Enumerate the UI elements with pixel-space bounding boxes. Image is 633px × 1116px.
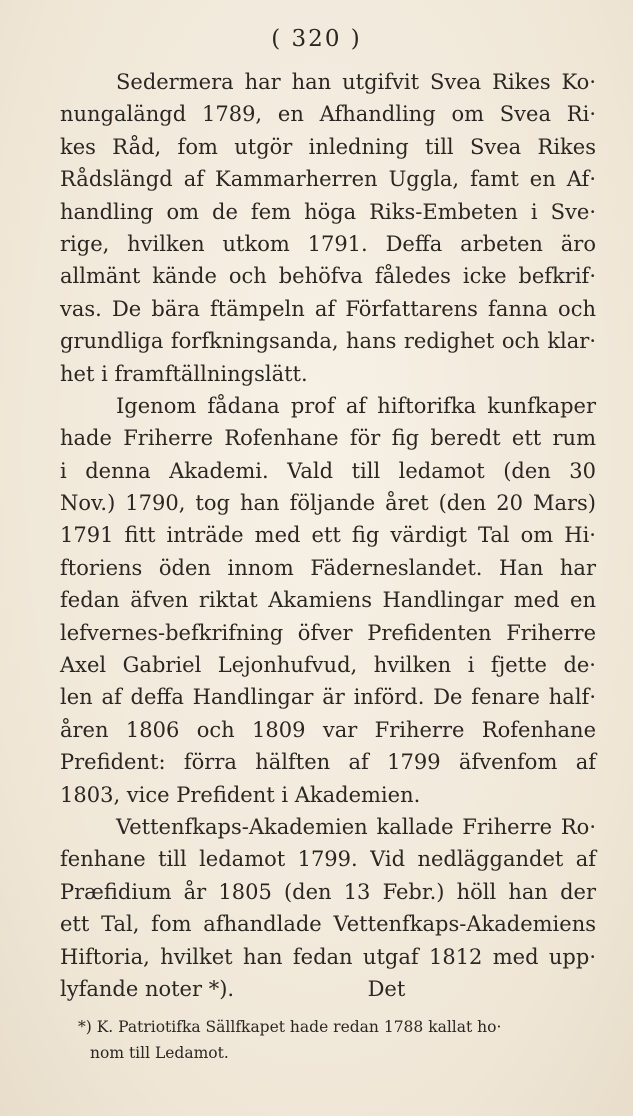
text-line: Axel Gabriel Lejonhufvud, hvilken i fjette de· <box>60 653 596 678</box>
text-line: hade Friherre Rofenhane för fig beredt ett rum <box>60 426 596 451</box>
page-header: ( 320 ) <box>271 26 362 52</box>
text-line: handling om de fem höga Riks-Embeten i Sve· <box>60 199 596 224</box>
text-line: Præfidium år 1805 (den 13 Febr.) höll han der <box>60 879 596 904</box>
text-line: lyfande noter *). Det <box>60 976 406 1001</box>
text-line: kes Råd, fom utgör inledning till Svea Rikes <box>60 134 596 159</box>
text-line: Prefident: förra hälften af 1799 äfvenfom af <box>60 750 596 775</box>
text-line: 1791 fitt inträde med ett fig värdigt Tal om Hi· <box>60 523 596 548</box>
text-line: Rådslängd af Kammarherren Uggla, famt en Af· <box>60 167 596 192</box>
text-line: i denna Akademi. Vald till ledamot (den 30 <box>60 458 596 483</box>
text-line: het i framftällningslätt. <box>60 361 308 386</box>
text-line: Vettenfkaps-Akademien kallade Friherre Ro· <box>116 814 596 839</box>
text-line: allmänt kände och behöfva fåledes icke befkrif· <box>60 264 596 289</box>
text-line: nungalängd 1789, en Afhandling om Svea Ri· <box>60 102 596 127</box>
text-line: ftoriens öden innom Fäderneslandet. Han har <box>60 555 596 580</box>
footnote-line: nom till Ledamot. <box>90 1044 229 1062</box>
text-line: ett Tal, fom afhandlade Vettenfkaps-Akademiens <box>60 912 596 937</box>
text-line: Igenom fådana prof af hiftorifka kunfkaper <box>116 393 596 418</box>
text-line: rige, hvilken utkom 1791. Deffa arbeten äro <box>60 231 596 256</box>
footnote <box>78 1014 598 1066</box>
body-text <box>60 66 596 1005</box>
text-line: fenhane till ledamot 1799. Vid nedläggandet af <box>60 847 596 872</box>
text-line: len af deffa Handlingar är införd. De fenare half· <box>60 685 596 710</box>
text-line: åren 1806 och 1809 var Friherre Rofenhane <box>60 717 596 742</box>
text-line: Sedermera har han utgifvit Svea Rikes Ko· <box>116 70 596 94</box>
text-line: fedan äfven riktat Akamiens Handlingar med en <box>60 588 596 613</box>
text-line: lefvernes-befkrifning öfver Prefidenten Friherre <box>60 620 596 645</box>
footnote-line: *) K. Patriotifka Sällfkapet hade redan 1788 kallat ho· <box>78 1018 502 1036</box>
text-line: Hiftoria, hvilket han fedan utgaf 1812 med upp· <box>60 944 596 969</box>
text-line: Nov.) 1790, tog han följande året (den 20 Mars) <box>60 491 596 516</box>
text-line: vas. De bära ftämpeln af Författarens fanna och <box>60 296 596 321</box>
text-line: 1803, vice Prefident i Akademien. <box>60 782 421 807</box>
text-line: grundliga forfkningsanda, hans redighet och klar· <box>60 329 596 354</box>
